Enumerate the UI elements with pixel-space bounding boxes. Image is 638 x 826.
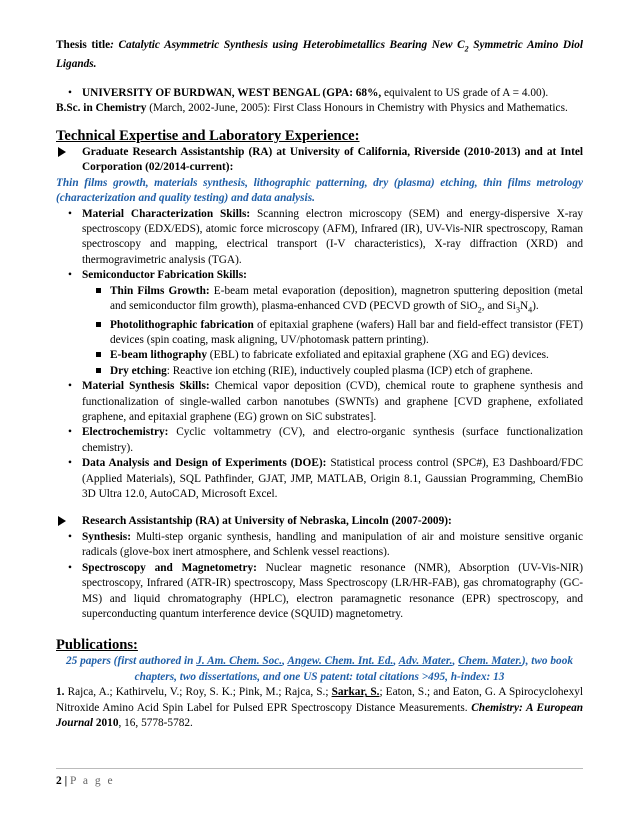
photolith-text: of epitaxial graphene (wafers) Hall bar and field-effect transistor (FET) devices (spin coating, mask aligning, UV/photomask pattern printing). <box>110 318 583 346</box>
thin-films-n: N <box>519 299 529 312</box>
unl-spectroscopy-text: Nuclear magnetic resonance (NMR), Absorption (UV-Vis-NIR) spectroscopy, Infrared (ATR-IR) spectroscopy, Mass Spectroscopy (LR/HR-FAB), gas chromatography (GC-MS) and liquid chromatography (HPLC), electron paramagnetic resonance (EPR) spectroscopy, and superconducting quantum interference device (SQUID) magnetometry. <box>82 561 583 620</box>
electrochem-label: Electrochemistry: <box>82 426 169 439</box>
pub-summary-a: 25 papers (first authored in <box>65 655 197 668</box>
unl-synthesis-label: Synthesis: <box>82 530 131 543</box>
photolith-item <box>56 318 583 349</box>
page-footer <box>56 768 583 787</box>
arrow-right-icon <box>58 147 66 157</box>
university-name: UNIVERSITY OF BURDWAN, WEST BENGAL (GPA: 68%, <box>82 87 382 100</box>
unl-spectroscopy-label: Spectroscopy and Magnetometry: <box>82 561 257 574</box>
electrochem-text: Cyclic voltammetry (CV), and electro-organic synthesis (surface functionalization chemistry). <box>82 426 583 454</box>
ucr-title-text: Graduate Research Assistantship (RA) at University of California, Riverside (2010-2013) and at Intel Corporation (02/2014-current): <box>82 145 583 174</box>
pub-summary-sep2: , <box>393 655 399 668</box>
bsc-detail: (March, 2002-June, 2005): First Class Honours in Chemistry with Physics and Mathematics. <box>146 102 568 115</box>
publications-heading: Publications: <box>56 637 138 654</box>
thin-films-text: E-beam metal evaporation (deposition), magnetron sputtering deposition (metal and semiconductor film growth), plasma-enhanced CVD (PECVD growth of SiO <box>110 284 583 312</box>
mat-synth-label: Material Synthesis Skills: <box>82 380 210 393</box>
dry-etch-label: Dry etching <box>110 364 167 377</box>
thesis-text-a: : Catalytic Asymmetric Synthesis using Heterobimetallics Bearing New C <box>110 39 465 51</box>
ebl-label: E-beam lithography <box>110 349 207 362</box>
pub1-year: 2010 <box>93 716 119 729</box>
electrochem-item <box>56 425 583 456</box>
thin-films-end: ). <box>532 299 539 312</box>
pub1-number: 1. <box>56 686 65 699</box>
university-item <box>56 86 583 101</box>
unl-synthesis-item <box>56 530 583 561</box>
university-grade: equivalent to US grade of A = 4.00). <box>381 87 549 100</box>
unl-synthesis-text: Multi-step organic synthesis, handling and manipulation of air and moisture sensitive organic radicals (glove-box inert atmosphere, and Schlenk vessel reactions). <box>82 530 583 559</box>
unl-title <box>56 514 583 529</box>
doe-item <box>56 456 583 502</box>
unl-spectroscopy-item <box>56 561 583 623</box>
thin-films-label: Thin Films Growth: <box>110 284 210 297</box>
doe-text: Statistical process control (SPC#), E3 Dashboard/FDC (Applied Materials), SQL Pathfinder, GJAT, JMP, MATLAB, Origin 8.1, Gaussian Programming, ChemBio 3D Ultra 12.0, AutoCAD, Microsoft Excel. <box>82 457 584 501</box>
mat-synth-text: Chemical vapor deposition (CVD), chemical route to graphene synthesis and functionalization of single-walled carbon nanotubes (SWNTs) and graphene [CVD graphene, exfoliated graphene, and epitaxial graphene (EG) grown on SiC substrates]. <box>82 380 583 424</box>
bsc-line <box>56 101 583 116</box>
thesis-label: Thesis title <box>56 39 111 51</box>
thesis-text-b: Symmetric Amino Diol Ligands. <box>56 39 584 70</box>
thesis-text <box>56 39 583 70</box>
thin-films-item <box>56 284 583 318</box>
dry-etch-text: : Reactive ion etching (RIE), inductively coupled plasma (ICP) etch of graphene. <box>166 364 533 377</box>
semi-fab-label: Semiconductor Fabrication Skills: <box>82 269 247 282</box>
journal-angew: Angew. Chem. Int. Ed. <box>287 655 394 668</box>
page-label: P a g e <box>70 775 115 787</box>
mat-char-item <box>56 207 583 269</box>
semi-fab-item <box>56 268 583 283</box>
si3-sub: 3 <box>515 305 520 315</box>
pub1-authors-a: Rajca, A.; Kathirvelu, V.; Roy, S. K.; Pink, M.; Rajca, S.; <box>64 686 332 699</box>
page-separator: | <box>61 775 71 787</box>
arrow-right-icon <box>58 516 66 526</box>
dry-etch-item <box>56 364 583 379</box>
thesis-sub: 2 <box>464 44 469 54</box>
ucr-title <box>56 145 583 176</box>
pub1-authors-b: ; Eaton, S.; and Eaton, G. A Spirocyclohexyl Nitroxide Amino Acid Spin Label for Pulsed EPR Spectroscopy Distance Measurements. <box>56 686 584 714</box>
bsc-label: B.Sc. in Chemistry <box>56 102 147 115</box>
mat-char-text: Scanning electron microscopy (SEM) and energy-dispersive X-ray spectroscopy (EDX/EDS), atomic force microscopy (AFM), Infrared (IR), UV-Vis-NIR spectroscopy, Raman spectroscopy and mapping, electrical transport (I-V characteristics), X-ray diffraction (XRD) and thermogravimetric analysis (TGA). <box>82 207 583 266</box>
photolith-label: Photolithographic fabrication <box>110 318 254 331</box>
publication-1 <box>56 685 583 731</box>
sio2-sub: 2 <box>477 305 482 315</box>
journal-jacs: J. Am. Chem. Soc. <box>196 655 283 668</box>
pub1-volume: , 16, 5778-5782. <box>118 716 193 729</box>
pub1-journal: Chemistry: A European Journal <box>56 701 584 729</box>
doe-label: Data Analysis and Design of Experiments (DOE): <box>82 457 327 470</box>
n4-sub: 4 <box>528 305 533 315</box>
pub-summary-sep1: , <box>282 655 288 668</box>
thin-films-mid: , and Si <box>481 299 516 312</box>
mat-synth-item <box>56 379 583 425</box>
mat-char-label: Material Characterization Skills: <box>82 207 251 220</box>
pub-summary <box>56 654 583 685</box>
technical-heading: Technical Expertise and Laboratory Experience: <box>56 127 360 144</box>
journal-chem-mater: Chem. Mater. <box>458 655 522 668</box>
thesis-line <box>56 38 583 72</box>
pub-summary-b: ), two book chapters, two dissertations, and one US patent: total citations >495, h-index: 13 <box>134 655 573 683</box>
resume-page <box>56 38 583 731</box>
ucr-focus: Thin films growth, materials synthesis, lithographic patterning, dry (plasma) etching, thin films metrology (characterization and quality testing) and data analysis. <box>56 176 583 205</box>
unl-title-text: Research Assistantship (RA) at University of Nebraska, Lincoln (2007-2009): <box>82 515 452 528</box>
pub1-self-author: Sarkar, S. <box>331 686 380 699</box>
ebl-text: (EBL) to fabricate exfoliated and epitaxial graphene (XG and EG) devices. <box>206 349 549 362</box>
page-number: 2 <box>56 775 62 787</box>
ebl-item <box>56 348 583 363</box>
journal-adv-mater: Adv. Mater. <box>398 655 453 668</box>
pub-summary-sep3: , <box>452 655 459 668</box>
